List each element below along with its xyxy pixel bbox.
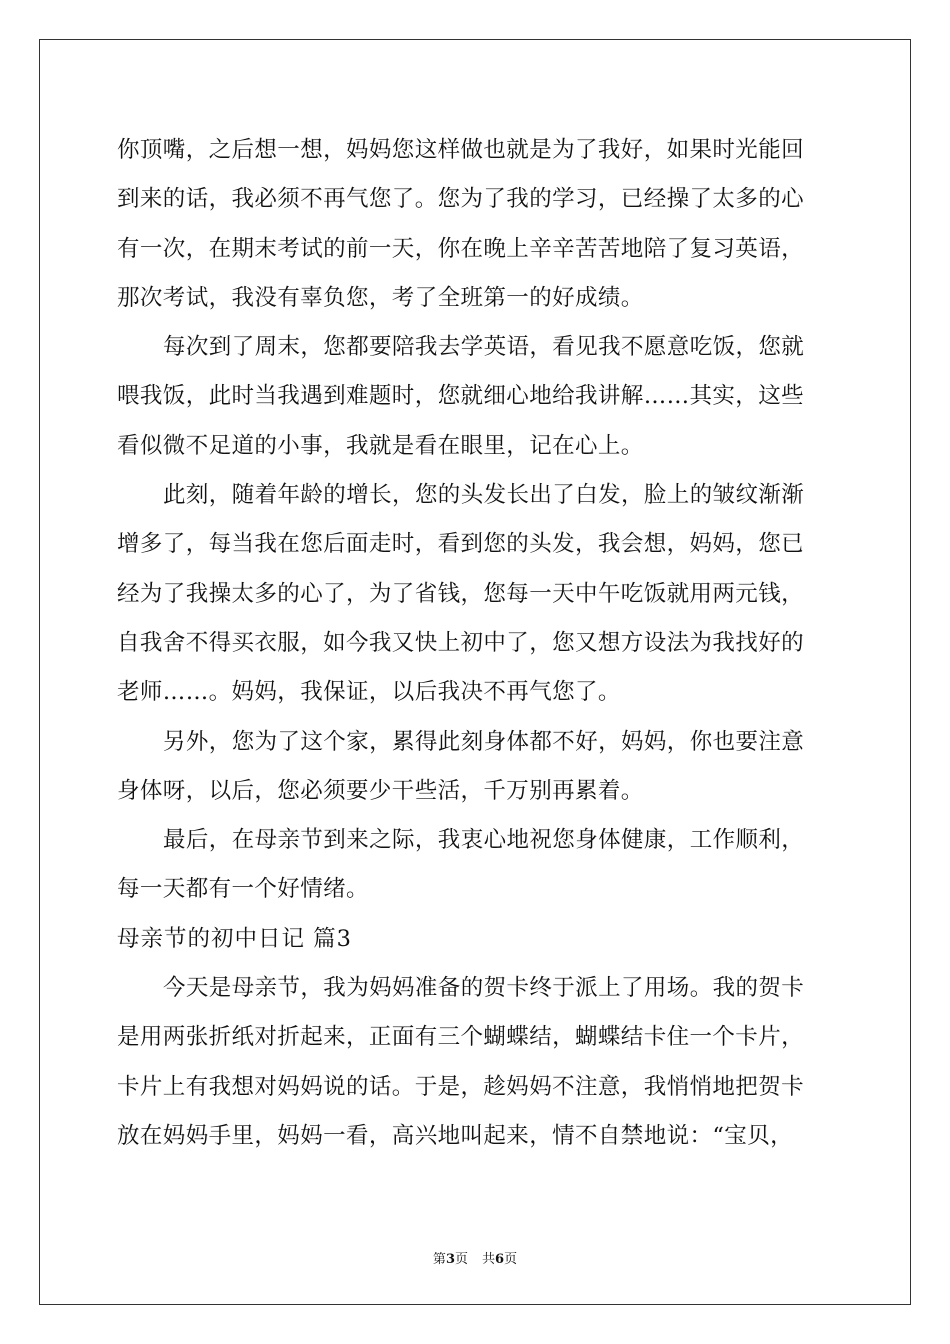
text-line: 看似微不足道的小事，我就是看在眼里，记在心上。 [117, 432, 644, 459]
paragraph-first-line: 每次到了周末，您都要陪我去学英语，看见我不愿意吃饭，您就 [163, 334, 805, 361]
text-line: 喂我饭，此时当我遇到难题时，您就细心地给我讲解……其实，这些 [117, 383, 805, 410]
footer-prefix: 第 [432, 1252, 446, 1267]
paragraph-first-line: 今天是母亲节，我为妈妈准备的贺卡终于派上了用场。我的贺卡 [163, 975, 805, 1002]
text-line: 身体呀，以后，您必须要少干些活，千万别再累着。 [117, 777, 644, 804]
text-line: 每一天都有一个好情绪。 [117, 876, 369, 903]
text-line: 卡片上有我想对妈妈说的话。于是，趁妈妈不注意，我悄悄地把贺卡 [117, 1073, 805, 1100]
text-line: 经为了我操太多的心了，为了省钱，您每一天中午吃饭就用两元钱， [117, 580, 805, 607]
paragraph-first-line: 另外，您为了这个家，累得此刻身体都不好，妈妈，你也要注意 [163, 728, 805, 755]
text-line: 是用两张折纸对折起来，正面有三个蝴蝶结，蝴蝶结卡住一个卡片， [117, 1024, 805, 1051]
current-page-number: 3 [445, 1252, 455, 1267]
footer-page-suffix: 页 [454, 1252, 468, 1267]
paragraph-first-line: 最后，在母亲节到来之际，我衷心地祝您身体健康，工作顺利， [163, 827, 805, 854]
text-line: 放在妈妈手里，妈妈一看，高兴地叫起来，情不自禁地说：“宝贝， [117, 1122, 794, 1149]
page-footer [0, 1248, 950, 1267]
text-line: 有一次，在期末考试的前一天，你在晚上辛辛苦苦地陪了复习英语， [117, 235, 805, 262]
total-page-number: 6 [495, 1252, 505, 1267]
document-body [117, 126, 835, 1161]
section-heading: 母亲节的初中日记 篇3 [117, 925, 352, 952]
text-line: 到来的话，我必须不再气您了。您为了我的学习，已经操了太多的心 [117, 186, 805, 213]
text-line: 增多了，每当我在您后面走时，看到您的头发，我会想，妈妈，您已 [117, 531, 805, 558]
text-line: 你顶嘴，之后想一想，妈妈您这样做也就是为了我好，如果时光能回 [117, 137, 805, 163]
text-line: 自我舍不得买衣服，如今我又快上初中了，您又想方设法为我找好的 [117, 629, 805, 656]
footer-total-prefix: 共 [482, 1252, 496, 1267]
text-line: 那次考试，我没有辜负您，考了全班第一的好成绩。 [117, 284, 644, 311]
footer-total-suffix: 页 [504, 1252, 518, 1267]
paragraph-first-line: 此刻，随着年龄的增长，您的头发长出了白发，脸上的皱纹渐渐 [163, 482, 805, 509]
text-line: 老师……。妈妈，我保证，以后我决不再气您了。 [117, 679, 621, 706]
